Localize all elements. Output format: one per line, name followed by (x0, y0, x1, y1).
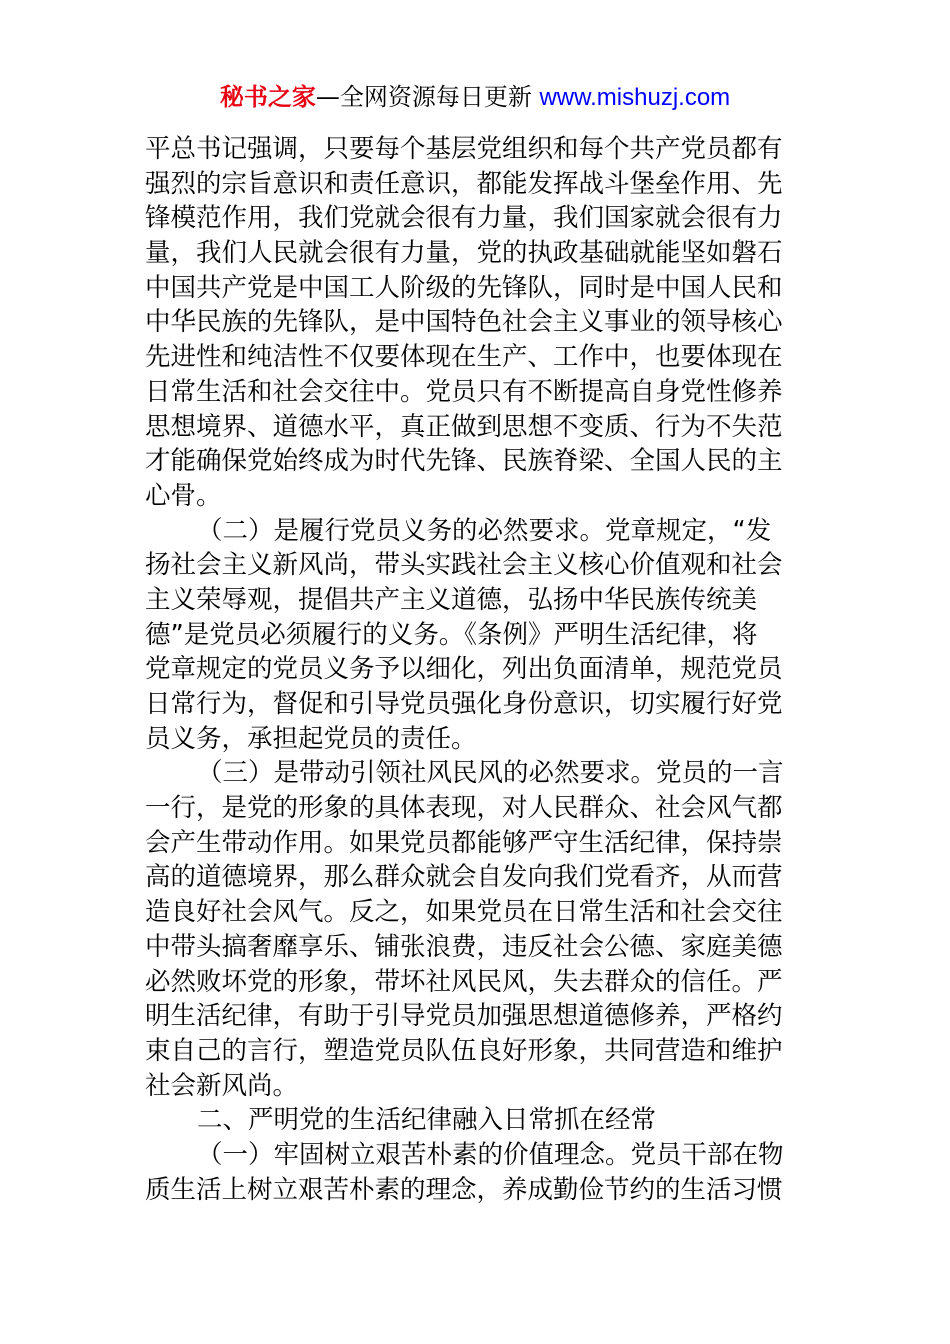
text-line: 扬社会主义新风尚，带头实践社会主义核心价值观和社会 (145, 550, 783, 581)
text-line: 主义荣辱观，提倡共产主义道德，弘扬中华民族传统美 (145, 584, 758, 615)
text-line: 中带头搞奢靡享乐、铺张浪费，违反社会公德、家庭美德 (145, 931, 783, 962)
document-body (145, 132, 807, 1207)
paragraph-start-line: （二）是履行党员义务的必然要求。党章规定，“发 (197, 515, 772, 546)
text-line: 量，我们人民就会很有力量，党的执政基础就能坚如磐石 (145, 238, 783, 269)
text-line: 必然败坏党的形象，带坏社风民风，失去群众的信任。严 (145, 966, 783, 997)
text-line: 高的道德境界，那么群众就会自发向我们党看齐，从而营 (145, 862, 783, 893)
text-line: 德”是党员必须履行的义务。《条例》严明生活纪律，将 (145, 619, 758, 650)
header-tagline: —全网资源每日更新 (315, 83, 540, 111)
text-line: 明生活纪律，有助于引导党员加强思想道德修养，严格约 (145, 1001, 783, 1032)
text-line: 一行，是党的形象的具体表现，对人民群众、社会风气都 (145, 793, 783, 824)
text-line: 中华民族的先锋队，是中国特色社会主义事业的领导核心 (145, 307, 783, 338)
paragraph-start-line: （一）牢固树立艰苦朴素的价值理念。党员干部在物 (197, 1139, 784, 1170)
text-line: 质生活上树立艰苦朴素的理念，养成勤俭节约的生活习惯 (145, 1174, 783, 1205)
text-line: 强烈的宗旨意识和责任意识，都能发挥战斗堡垒作用、先 (145, 168, 783, 199)
text-line: 束自己的言行，塑造党员队伍良好形象，共同营造和维护 (145, 1035, 783, 1066)
site-header (0, 80, 950, 115)
text-line: 员义务，承担起党员的责任。 (145, 723, 477, 754)
text-line: 中国共产党是中国工人阶级的先锋队，同时是中国人民和 (145, 272, 783, 303)
site-url-link[interactable]: www.mishuzj.com (539, 84, 731, 111)
brand-name: 秘书之家 (219, 83, 316, 111)
text-line: 锋模范作用，我们党就会很有力量，我们国家就会很有力 (145, 203, 783, 234)
text-line: 社会新风尚。 (145, 1070, 299, 1101)
text-line: 日常生活和社会交往中。党员只有不断提高自身党性修养 (145, 376, 783, 407)
paragraph-start-line: （三）是带动引领社风民风的必然要求。党员的一言 (197, 758, 784, 789)
text-line: 日常行为，督促和引导党员强化身份意识，切实履行好党 (145, 689, 783, 719)
text-line: 才能确保党始终成为时代先锋、民族脊梁、全国人民的主 (145, 446, 783, 477)
section-heading: 二、严明党的生活纪律融入日常抓在经常 (197, 1105, 657, 1136)
text-line: 先进性和纯洁性不仅要体现在生产、工作中，也要体现在 (145, 342, 783, 373)
text-line: 党章规定的党员义务予以细化，列出负面清单，规范党员 (145, 654, 783, 685)
text-line: 造良好社会风气。反之，如果党员在日常生活和社会交往 (145, 897, 783, 928)
text-line: 心骨。 (145, 480, 222, 511)
text-line: 会产生带动作用。如果党员都能够严守生活纪律，保持崇 (145, 827, 783, 858)
text-line: 平总书记强调，只要每个基层党组织和每个共产党员都有 (145, 134, 783, 164)
text-line: 思想境界、道德水平，真正做到思想不变质、行为不失范 (145, 411, 783, 442)
